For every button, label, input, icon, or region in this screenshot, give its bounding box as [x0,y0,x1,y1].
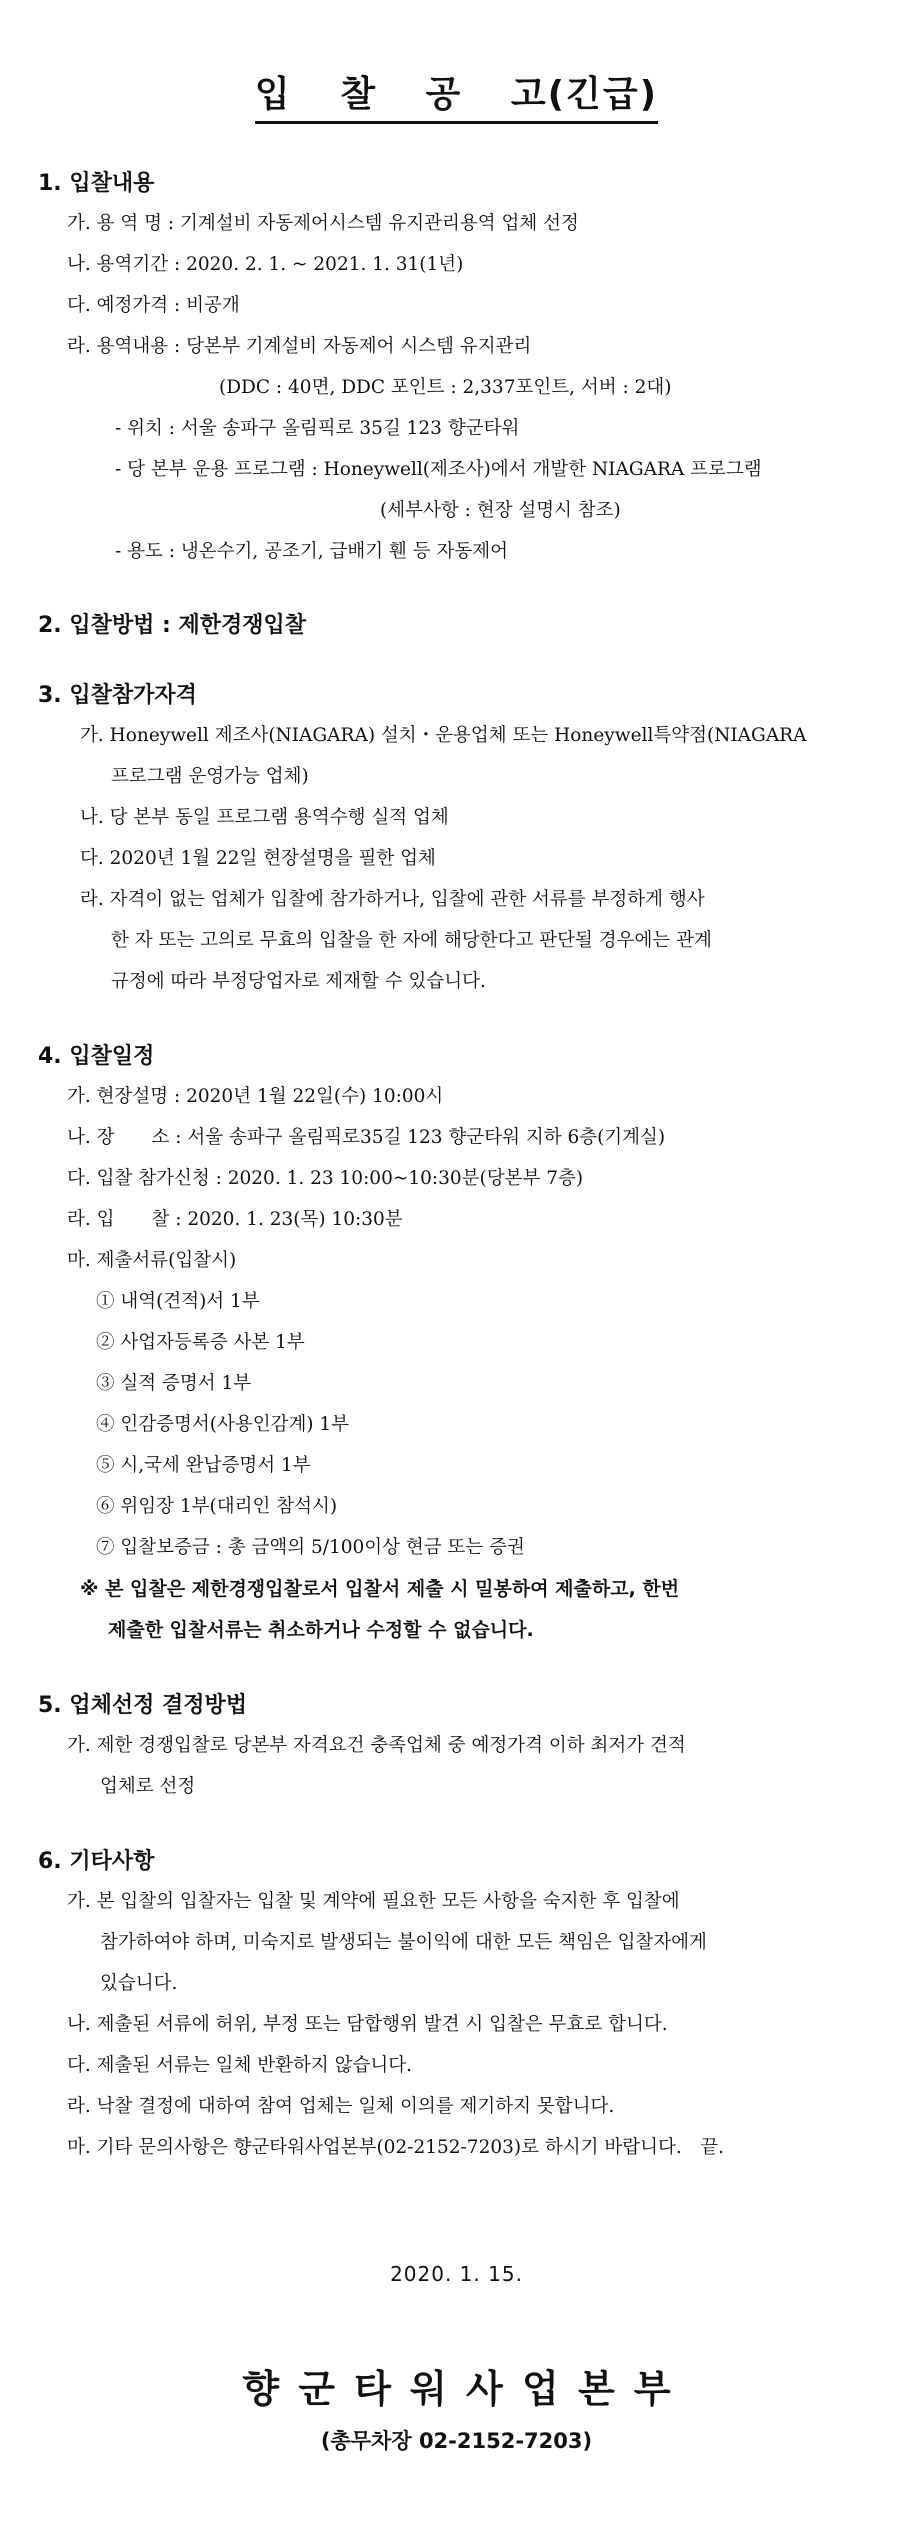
s4-line-5: 마. 제출서류(입찰시) [67,1250,237,1271]
s4-note-line-1: ※ 본 입찰은 제한경쟁입찰로서 입찰서 제출 시 밀봉하여 제출하고, 한번 [80,1578,680,1600]
s4-doc-item-7: ⑦ 입찰보증금 : 총 금액의 5/100이상 현금 또는 증권 [96,1537,525,1558]
section-heading-2: 2. 입찰방법 : 제한경쟁입찰 [38,613,306,638]
section-heading-5: 5. 업체선정 결정방법 [38,1693,247,1718]
s4-doc-item-1: ① 내역(견적)서 1부 [96,1291,260,1312]
s4-doc-item-5: ⑤ 시,국세 완납증명서 1부 [96,1455,311,1476]
s4-doc-item-6: ⑥ 위임장 1부(대리인 참석시) [96,1496,338,1517]
s3-line-6: 한 자 또는 고의로 무효의 입찰을 한 자에 해당한다고 판단될 경우에는 관계 [111,930,712,951]
s5-line-1: 가. 제한 경쟁입찰로 당본부 자격요건 충족업체 중 예정가격 이하 최저가 견적 [67,1735,686,1756]
s6-line-3: 있습니다. [100,1973,178,1994]
s1-line-4: 라. 용역내용 : 당본부 기계설비 자동제어 시스템 유지관리 [67,336,532,357]
s3-line-2: 프로그램 운영가능 업체) [111,766,309,787]
s1-line-8: (세부사항 : 현장 설명시 참조) [380,500,621,521]
s4-doc-item-2: ② 사업자등록증 사본 1부 [96,1332,305,1353]
s3-line-4: 다. 2020년 1월 22일 현장설명을 필한 업체 [80,848,436,869]
s3-line-5: 라. 자격이 없는 업체가 입찰에 참가하거나, 입찰에 관한 서류를 부정하게 행사 [80,889,705,910]
s1-line-3: 다. 예정가격 : 비공개 [67,295,240,316]
s1-line-1: 가. 용 역 명 : 기계설비 자동제어시스템 유지관리용역 업체 선정 [67,213,579,234]
section-heading-4: 4. 입찰일정 [38,1044,155,1069]
s6-line-7: 마. 기타 문의사항은 향군타워사업본부(02-2152-7203)로 하시기 바랍니다. 끝. [67,2137,724,2158]
s6-line-5: 다. 제출된 서류는 일체 반환하지 않습니다. [67,2055,412,2076]
s6-line-1: 가. 본 입찰의 입찰자는 입찰 및 계약에 필요한 모든 사항을 숙지한 후 입찰에 [67,1891,680,1912]
s1-line-2: 나. 용역기간 : 2020. 2. 1. ~ 2021. 1. 31(1년) [67,254,464,275]
s3-line-7: 규정에 따라 부정당업자로 제재할 수 있습니다. [111,971,486,992]
s1-line-6: - 위치 : 서울 송파구 올림픽로 35길 123 향군타워 [115,418,520,439]
s6-line-2: 참가하여야 하며, 미숙지로 발생되는 불이익에 대한 모든 책임은 입찰자에게 [100,1932,707,1953]
contact-info: (총무차장 02-2152-7203) [320,2429,593,2453]
s4-note-line-2: 제출한 입찰서류는 취소하거나 수정할 수 없습니다. [108,1619,534,1641]
section-heading-6: 6. 기타사항 [38,1849,155,1874]
section-heading-1: 1. 입찰내용 [38,171,155,196]
s1-line-7: - 당 본부 운용 프로그램 : Honeywell(제조사)에서 개발한 NIAGARA 프로그램 [115,459,762,480]
s5-line-2: 업체로 선정 [100,1776,196,1797]
s3-line-3: 나. 당 본부 동일 프로그램 용역수행 실적 업체 [80,807,449,828]
s4-line-1: 가. 현장설명 : 2020년 1월 22일(수) 10:00시 [67,1086,444,1107]
issue-date: 2020. 1. 15. [390,2262,523,2286]
s6-line-6: 라. 낙찰 결정에 대하여 참여 업체는 일체 이의를 제기하지 못합니다. [67,2096,615,2117]
organization-name: 향 군 타 워 사 업 본 부 [242,2367,671,2411]
s4-doc-item-3: ③ 실적 증명서 1부 [96,1373,252,1394]
s6-line-4: 나. 제출된 서류에 허위, 부정 또는 담합행위 발견 시 입찰은 무효로 합니다. [67,2014,668,2035]
s4-line-3: 다. 입찰 참가신청 : 2020. 1. 23 10:00~10:30분(당본부 7층) [67,1168,584,1189]
s1-line-9: - 용도 : 냉온수기, 공조기, 급배기 휀 등 자동제어 [115,541,508,562]
section-heading-3: 3. 입찰참가자격 [38,683,197,708]
page-title: 입 찰 공 고(긴급) [0,66,913,124]
s4-doc-item-4: ④ 인감증명서(사용인감계) 1부 [96,1414,350,1435]
s3-line-1: 가. Honeywell 제조사(NIAGARA) 설치・운용업체 또는 Honeywell특약점(NIAGARA [80,725,807,746]
s1-line-5: (DDC : 40면, DDC 포인트 : 2,337포인트, 서버 : 2대) [219,377,672,398]
s4-line-4: 라. 입 찰 : 2020. 1. 23(목) 10:30분 [67,1209,403,1230]
s4-line-2: 나. 장 소 : 서울 송파구 올림픽로35길 123 향군타워 지하 6층(기계실) [67,1127,666,1148]
